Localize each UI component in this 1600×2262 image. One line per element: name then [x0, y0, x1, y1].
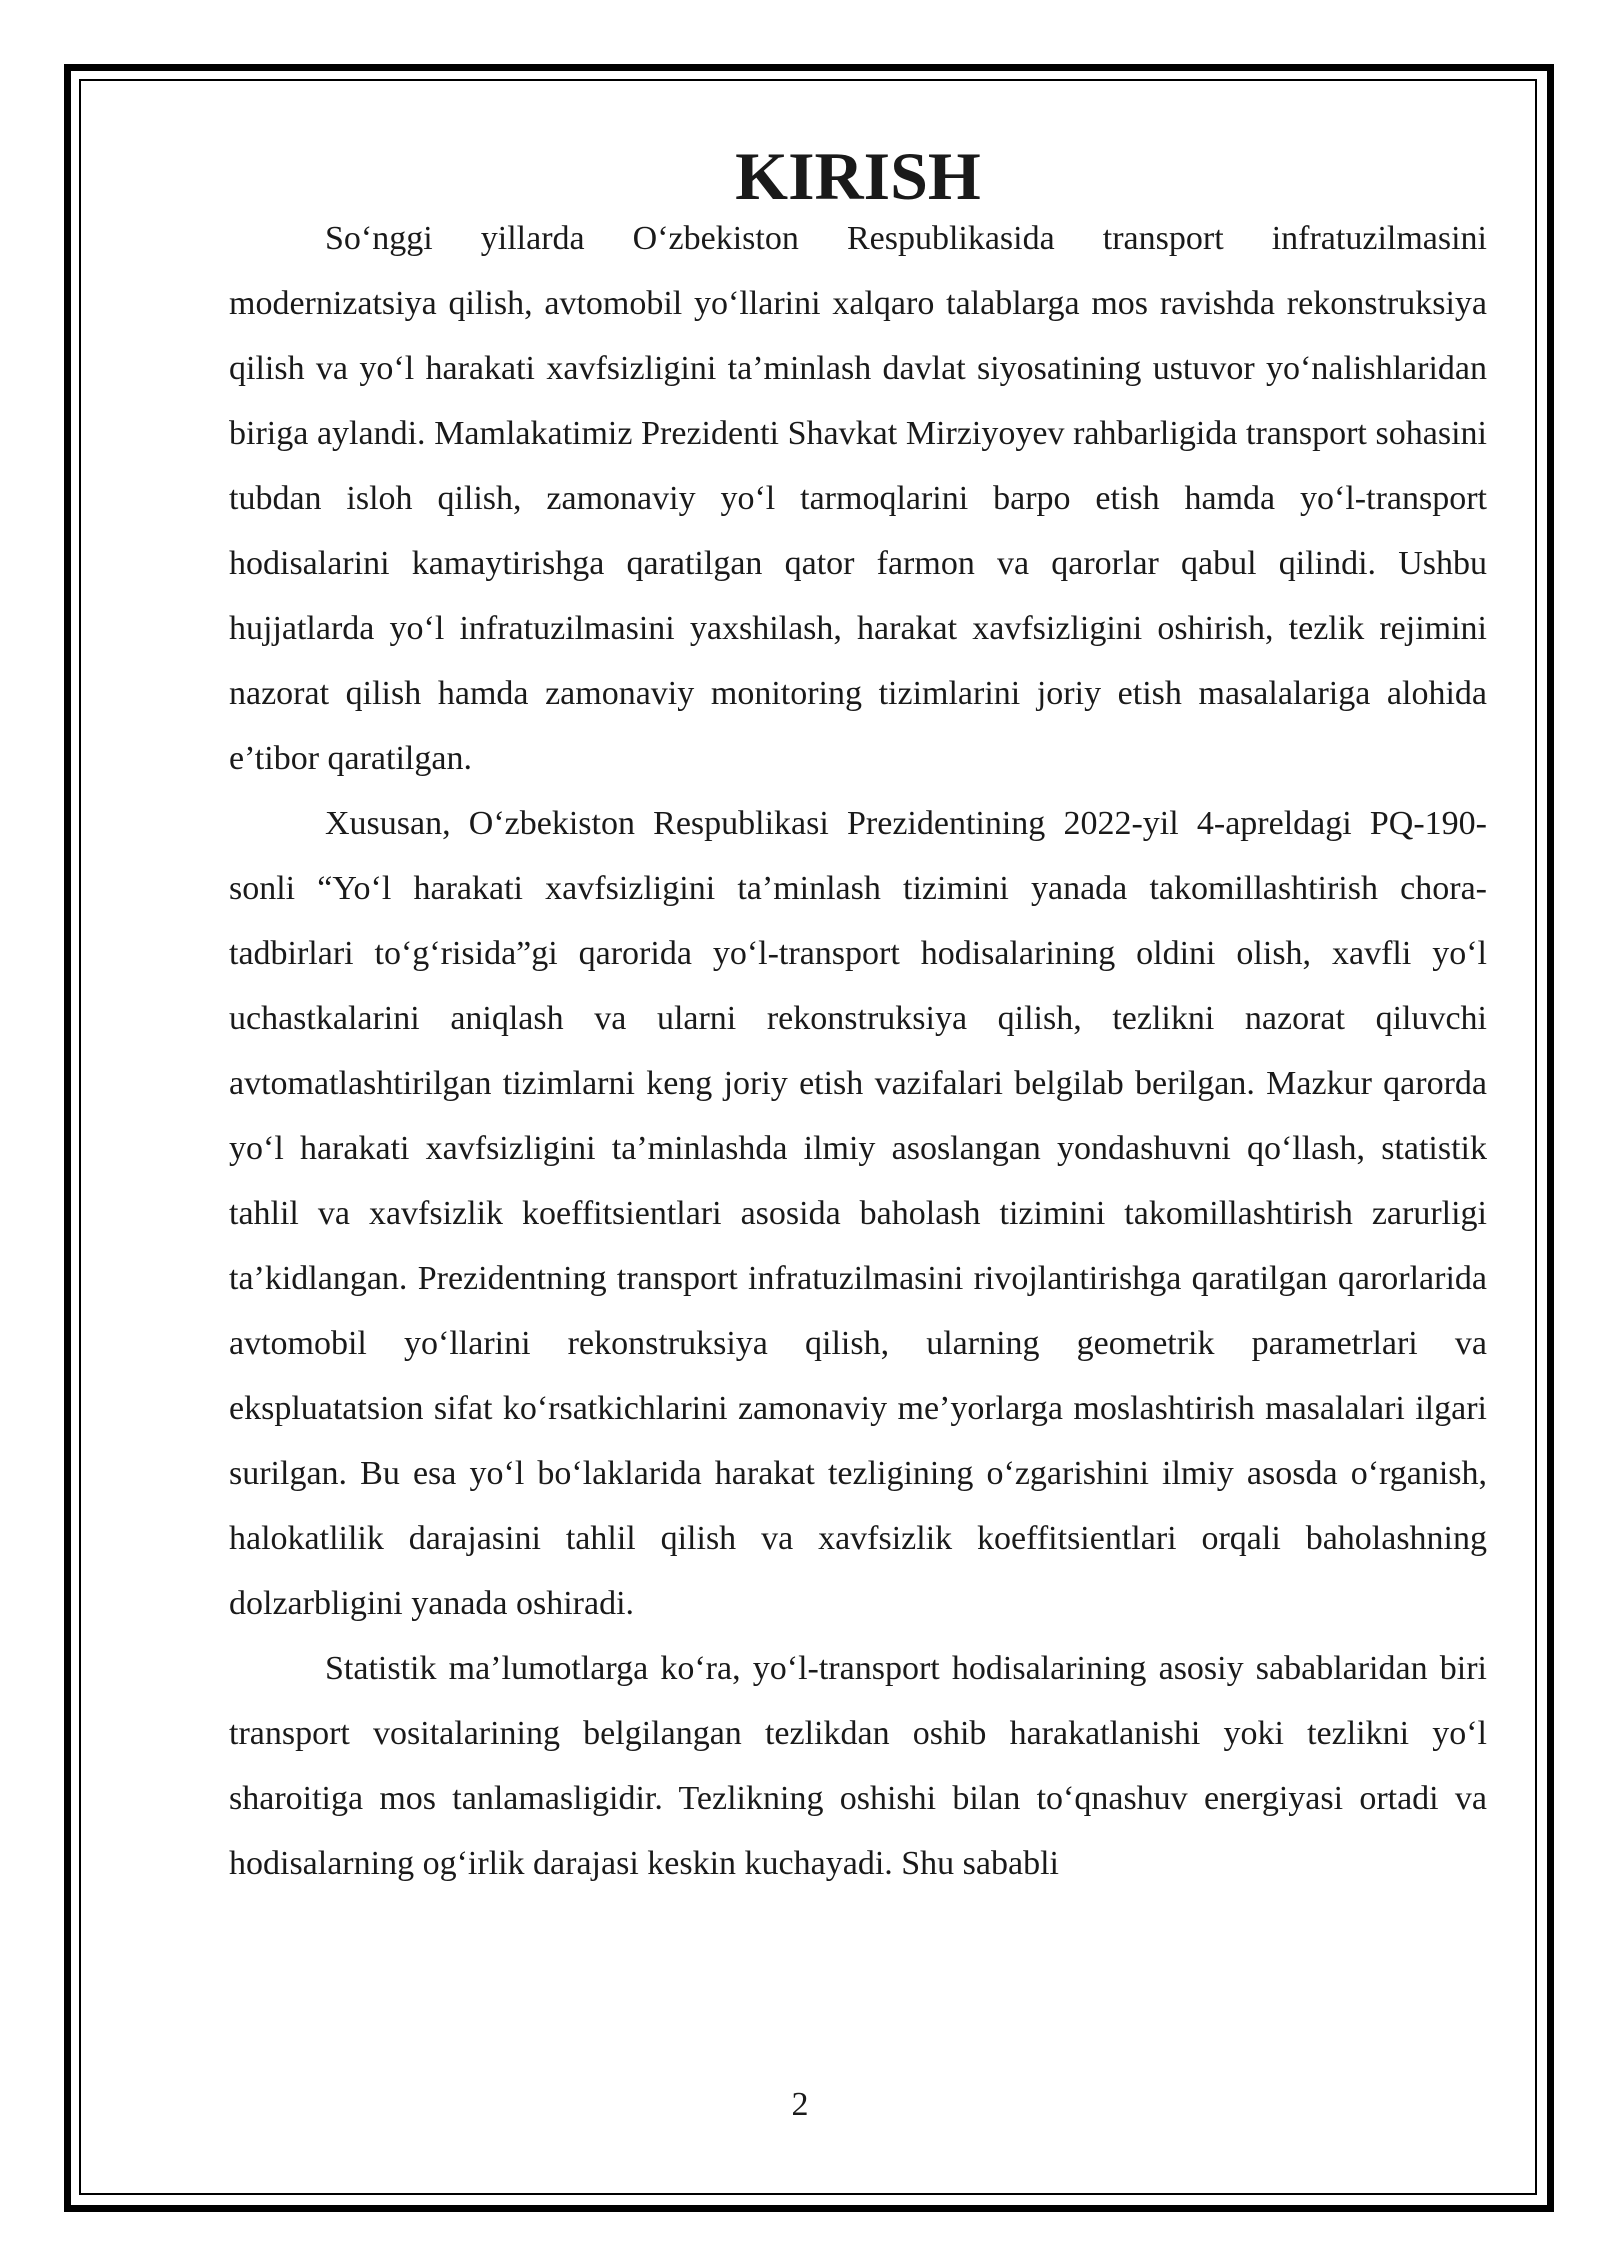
page-number: 2	[791, 2086, 809, 2123]
section-title: KIRISH	[735, 138, 981, 214]
document-body	[229, 138, 1487, 1896]
paragraph-3: Statistik ma’lumotlarga ko‘ra, yo‘l-transport hodisalarining asosiy sabablaridan biri transport vositalarining belgilangan tezlikdan oshib harakatlanishi yoki tezlikni yo‘l sharoitiga mos tanlamasligidir. Tezlikning oshishi bilan to‘qnashuv energiyasi ortadi va hodisalarning og‘irlik darajasi keskin kuchayadi. Shu sababli	[229, 1650, 1487, 1882]
paragraph-2: Xususan, O‘zbekiston Respublikasi Prezidentining 2022-yil 4-apreldagi PQ-190-sonli “Yo‘l harakati xavfsizligini ta’minlash tizimini yanada takomillashtirish chora-tadbirlari to‘g‘risida”gi qarorida yo‘l-transport hodisalarining oldini olish, xavfli yo‘l uchastkalarini aniqlash va ularni rekonstruksiya qilish, tezlikni nazorat qiluvchi avtomatlashtirilgan tizimlarni keng joriy etish vazifalari belgilab berilgan. Mazkur qarorda yo‘l harakati xavfsizligini ta’minlashda ilmiy asoslangan yondashuvni qo‘llash, statistik tahlil va xavfsizlik koeffitsientlari asosida baholash tizimini takomillashtirish zarurligi ta’kidlangan. Prezidentning transport infratuzilmasini rivojlantirishga qaratilgan qarorlarida avtomobil yo‘llarini rekonstruksiya qilish, ularning geometrik parametrlari va ekspluatatsion sifat ko‘rsatkichlarini zamonaviy me’yorlarga moslashtirish masalalari ilgari surilgan. Bu esa yo‘l bo‘laklarida harakat tezligining o‘zgarishini ilmiy asosda o‘rganish, halokatlilik darajasini tahlil qilish va xavfsizlik koeffitsientlari orqali baholashning dolzarbligini yanada oshiradi.	[229, 805, 1487, 1622]
paragraph-1: So‘nggi yillarda O‘zbekiston Respublikasida transport infratuzilmasini modernizatsiya qilish, avtomobil yo‘llarini xalqaro talablarga mos ravishda rekonstruksiya qilish va yo‘l harakati xavfsizligini ta’minlash davlat siyosatining ustuvor yo‘nalishlaridan biriga aylandi. Mamlakatimiz Prezidenti Shavkat Mirziyoyev rahbarligida transport sohasini tubdan isloh qilish, zamonaviy yo‘l tarmoqlarini barpo etish hamda yo‘l-transport hodisalarini kamaytirishga qaratilgan qator farmon va qarorlar qabul qilindi. Ushbu hujjatlarda yo‘l infratuzilmasini yaxshilash, harakat xavfsizligini oshirish, tezlik rejimini nazorat qilish hamda zamonaviy monitoring tizimlarini joriy etish masalalariga alohida e’tibor qaratilgan.	[229, 220, 1487, 777]
